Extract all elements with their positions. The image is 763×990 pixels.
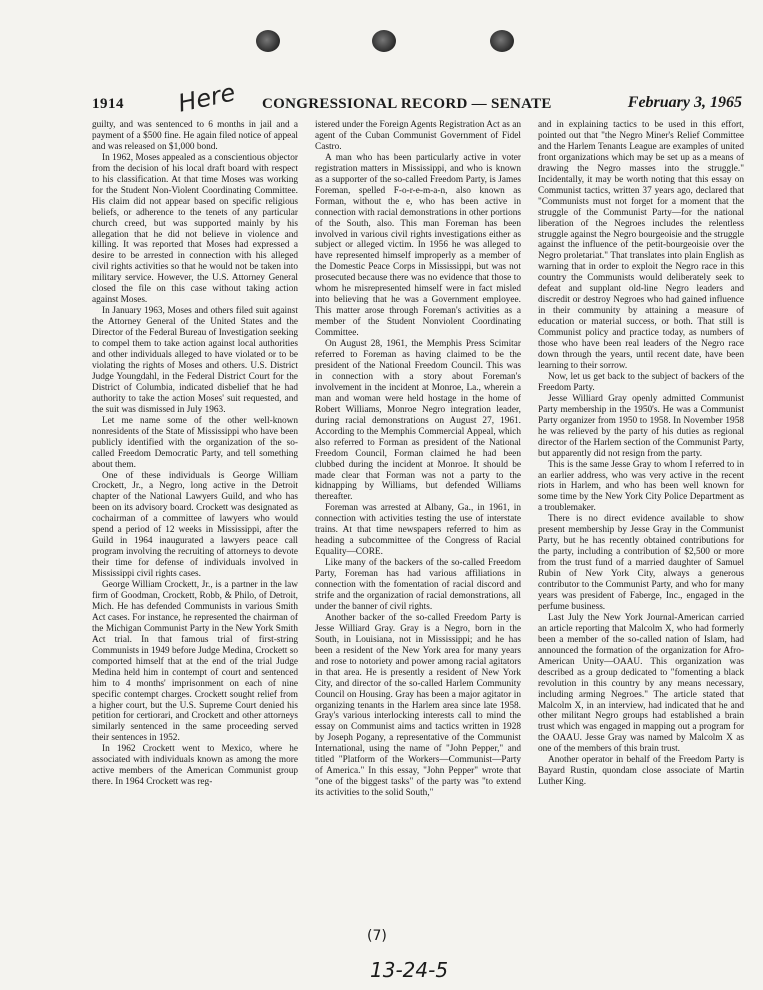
paragraph: Another backer of the so-called Freedom Party is Jesse Williard Gray. Gray is a Negro, born in the South, in Louisiana, not in Mississippi; and he has been a resident of the New York area for many years and rose to notoriety and power among racial agitators in that area. He is presently a resident of New York City, and director of the so-called Harlem Community Council on Housing. Gray has been a major agitator in organizing tenants in the Harlem area since late 1958. Gray's various interlocking interests call to mind the essay on Communist aims and tactics written in 1928 by Joseph Pogany, a representative of the Communist International, using the name of "John Pepper," and titled "Platform of the Workers—Communist—Party of America." In this essay, "John Pepper" wrote that "one of the biggest tasks" of the party was "to extend its activities to the solid South," — [315, 612, 521, 799]
paragraph: Jesse Williard Gray openly admitted Communist Party membership in the 1950's. He was a Communist Party organizer from 1950 to 1958. In November 1958 he was relieved by the party of his duties as regional director of the Harlem section of the Communist Party, but apparently did not resign from the party. — [538, 393, 744, 459]
paragraph: Now, let us get back to the subject of backers of the Freedom Party. — [538, 371, 744, 393]
handwritten-number: 13-24-5 — [370, 958, 449, 982]
paragraph: On August 28, 1961, the Memphis Press Scimitar referred to Foreman as having claimed to be the president of the National Freedom Council. This was in connection with a story about Foreman's involvement in the incident at Monroe, La., wherein a man and woman were held hostage in the home of Robert Williams, Monroe Negro integration leader, during racial demonstrations on August 27, 1961. According to the Memphis Commercial Appeal, which also referred to Forman as president of the National Freedom Council, Forman claimed he had been clubbed during the incident at Monroe. It should be made clear that Forman was not a party to the kidnapping by Williams, but defended Williams thereafter. — [315, 339, 521, 503]
paragraph: Like many of the backers of the so-called Freedom Party, Foreman has had various affiliations in connection with the fomentation of racial discord and strife and the organization of racial demonstrations, all under the banner of civil rights. — [315, 558, 521, 612]
paragraph: Another operator in behalf of the Freedom Party is Bayard Rustin, quondam close associate of Martin Luther King. — [538, 755, 744, 788]
paragraph: and in explaining tactics to be used in this effort, pointed out that "the Negro Miner's Relief Committee and the Harlem Tenants League are examples of united front organizations which may be set up as a means of drawing the Negro masses into the struggle." Incidentally, it may be worth noting that this essay on Communist tactics, written 37 years ago, declared that "Communists must not forget for a moment that the struggle of the Communist Party—for the national liberation of the Negroes includes the relentless struggle against the Negro bourgeoisie and the struggle against the influence of the petit-bourgeoisie over the Negro proletariat." That translates into plain English as warning that in order to exploit the Negro race in this country the Communists would deliberately seek to defeat and supplant old-line Negro leaders and discredit or destroy Negroes who had gained influence in their community by attaining a measure of education or material success, or both. That still is Communist policy and practice today, as numbers of those who have been real leaders of the Negro race down through the years, until recent date, have been learning to their sorrow. — [538, 120, 744, 371]
paragraph: Let me name some of the other well-known nonresidents of the State of Mississippi who have been publicly identified with the organization of the so-called Freedom Democratic Party, and tell something about them. — [92, 415, 298, 470]
punch-hole-left — [256, 30, 280, 52]
column-right — [538, 120, 744, 935]
page-title: CONGRESSIONAL RECORD — SENATE — [262, 96, 552, 112]
paragraph: Foreman was arrested at Albany, Ga., in 1961, in connection with activities testing the use of interstate trains. At that time newspapers referred to him as heading a subcommittee of the Congress of Racial Equality—CORE. — [315, 503, 521, 558]
page-number: 1914 — [92, 96, 124, 112]
page-mark: (7) — [367, 928, 387, 944]
paragraph: George William Crockett, Jr., is a partner in the law firm of Goodman, Crockett, Robb, & Philo, of Detroit, Mich. He has defended Communists in various Smith Act cases. For instance, he represented the chairman of the Michigan Communist Party in the New York Smith Act trial. In that famous trial of first-string Communists in 1949 before Judge Medina, Crockett so comported himself that at the end of the trial Judge Medina held him in contempt of court and sentenced him to 4 months' imprisonment on each of nine specific contempt charges. Crockett sought relief from a higher court, but the U.S. Supreme Court denied his petition for certiorari, and Crockett and other attorneys similarly sentenced in the same proceeding served their sentences in 1952. — [92, 580, 298, 744]
paragraph: A man who has been particularly active in voter registration matters in Mississippi, and who is known as a supporter of the so-called Freedom Party, is James Foreman, spelled F-o-r-e-m-a-n, also known as Forman, without the e, who has been active in connection with racial demonstrations in other portions of the South, also. This man Foreman has been involved in various civil rights investigations either as subject or alleged victim. In 1956 he was alleged to have represented himself improperly as a member of the Domestic Peace Corps in Mississippi, but was not prosecuted because there was no evidence that those to whom he misrepresented himself were in fact misled into believing that he was a Government employee. This matter arose through Foreman's activities as a member of the Student Nonviolent Coordinating Committee. — [315, 152, 521, 339]
column-middle — [315, 120, 521, 935]
paragraph: This is the same Jesse Gray to whom I referred to in an earlier address, who was very active in the recent riots in Harlem, and who has been well known for some time by the New York City Police Department as a troublemaker. — [538, 459, 744, 514]
paragraph: In 1962 Crockett went to Mexico, where he associated with individuals known as among the more active members of the American Communist group there. In 1964 Crockett was reg- — [92, 744, 298, 788]
handwritten-note: Here — [175, 78, 238, 118]
paragraph: In 1962, Moses appealed as a conscientious objector from the decision of his local draft board with respect to his classification. At that time Moses was working for the Student Non-Violent Coordinating Committee. His claim did not appear based on specific religious beliefs, or adherence to the tenets of any particular church creed, but was supported mainly by his allegation that he did not believe in violence and killing. It was reported that Moses had expressed a desire to be arrested in connection with his alleged civil rights activities so that he would not be taken into military service. However, the U.S. Attorney General closed the file on this case without taking action against Moses. — [92, 152, 298, 306]
punch-hole-right — [490, 30, 514, 52]
text-columns — [92, 120, 744, 935]
paragraph: One of these individuals is George William Crockett, Jr., a Negro, long active in the Detroit chapter of the National Lawyers Guild, and who has been on its advisory board. Crockett was designated as cochairman of a committee of lawyers who would spend a period of 12 weeks in Mississippi, after the Guild in 1964 inaugurated a lawyers peace call program involving the recruiting of attorneys to devote their time for defense of individuals involved in Mississippi civil rights cases. — [92, 470, 298, 580]
punch-hole-center — [372, 30, 396, 52]
page-header — [92, 94, 742, 118]
paragraph: There is no direct evidence available to show present membership by Jesse Gray in the Communist Party, but he has recently obtained contributions for the party, including a contribution of $2,500 or more from the trust fund of a married daughter of Samuel Rubin of New York City, always a generous contributor to the Communist Party, and who for many years was president of Faberge, Inc., engaged in the perfume business. — [538, 514, 744, 612]
page-date: February 3, 1965 — [627, 94, 742, 111]
column-left — [92, 120, 298, 935]
paragraph: Last July the New York Journal-American carried an article reporting that Malcolm X, who had formerly been a member of the so-called nation of Islam, had announced the formation of the organization for Afro-American Unity—OAAU. This organization was described as a group dedicated to "fomenting a black revolution in this country by any means necessary, including arming Negroes." The article stated that Malcolm X, in an interview, had indicated that he and other militant Negro groups had established a brain trust which was engaged in mapping out a program for the OAAU. Jesse Gray was named by Malcolm X as one of the members of this brain trust. — [538, 612, 744, 755]
paragraph: In January 1963, Moses and others filed suit against the Attorney General of the United States and the Director of the Federal Bureau of Investigation seeking to compel them to take action against local authorities and other individuals alleged to have violated or to be violating the rights of Moses and others. U.S. District Judge Youngdahl, in the Federal District Court for the District of Columbia, indicated disbelief that he had authority to take the action Moses' suit requested, and the suit was dismissed in July 1963. — [92, 306, 298, 415]
paragraph: istered under the Foreign Agents Registration Act as an agent of the Cuban Communist Government of Fidel Castro. — [315, 120, 521, 152]
paragraph: guilty, and was sentenced to 6 months in jail and a payment of a $500 fine. He again filed notice of appeal and was released on $1,000 bond. — [92, 120, 298, 152]
